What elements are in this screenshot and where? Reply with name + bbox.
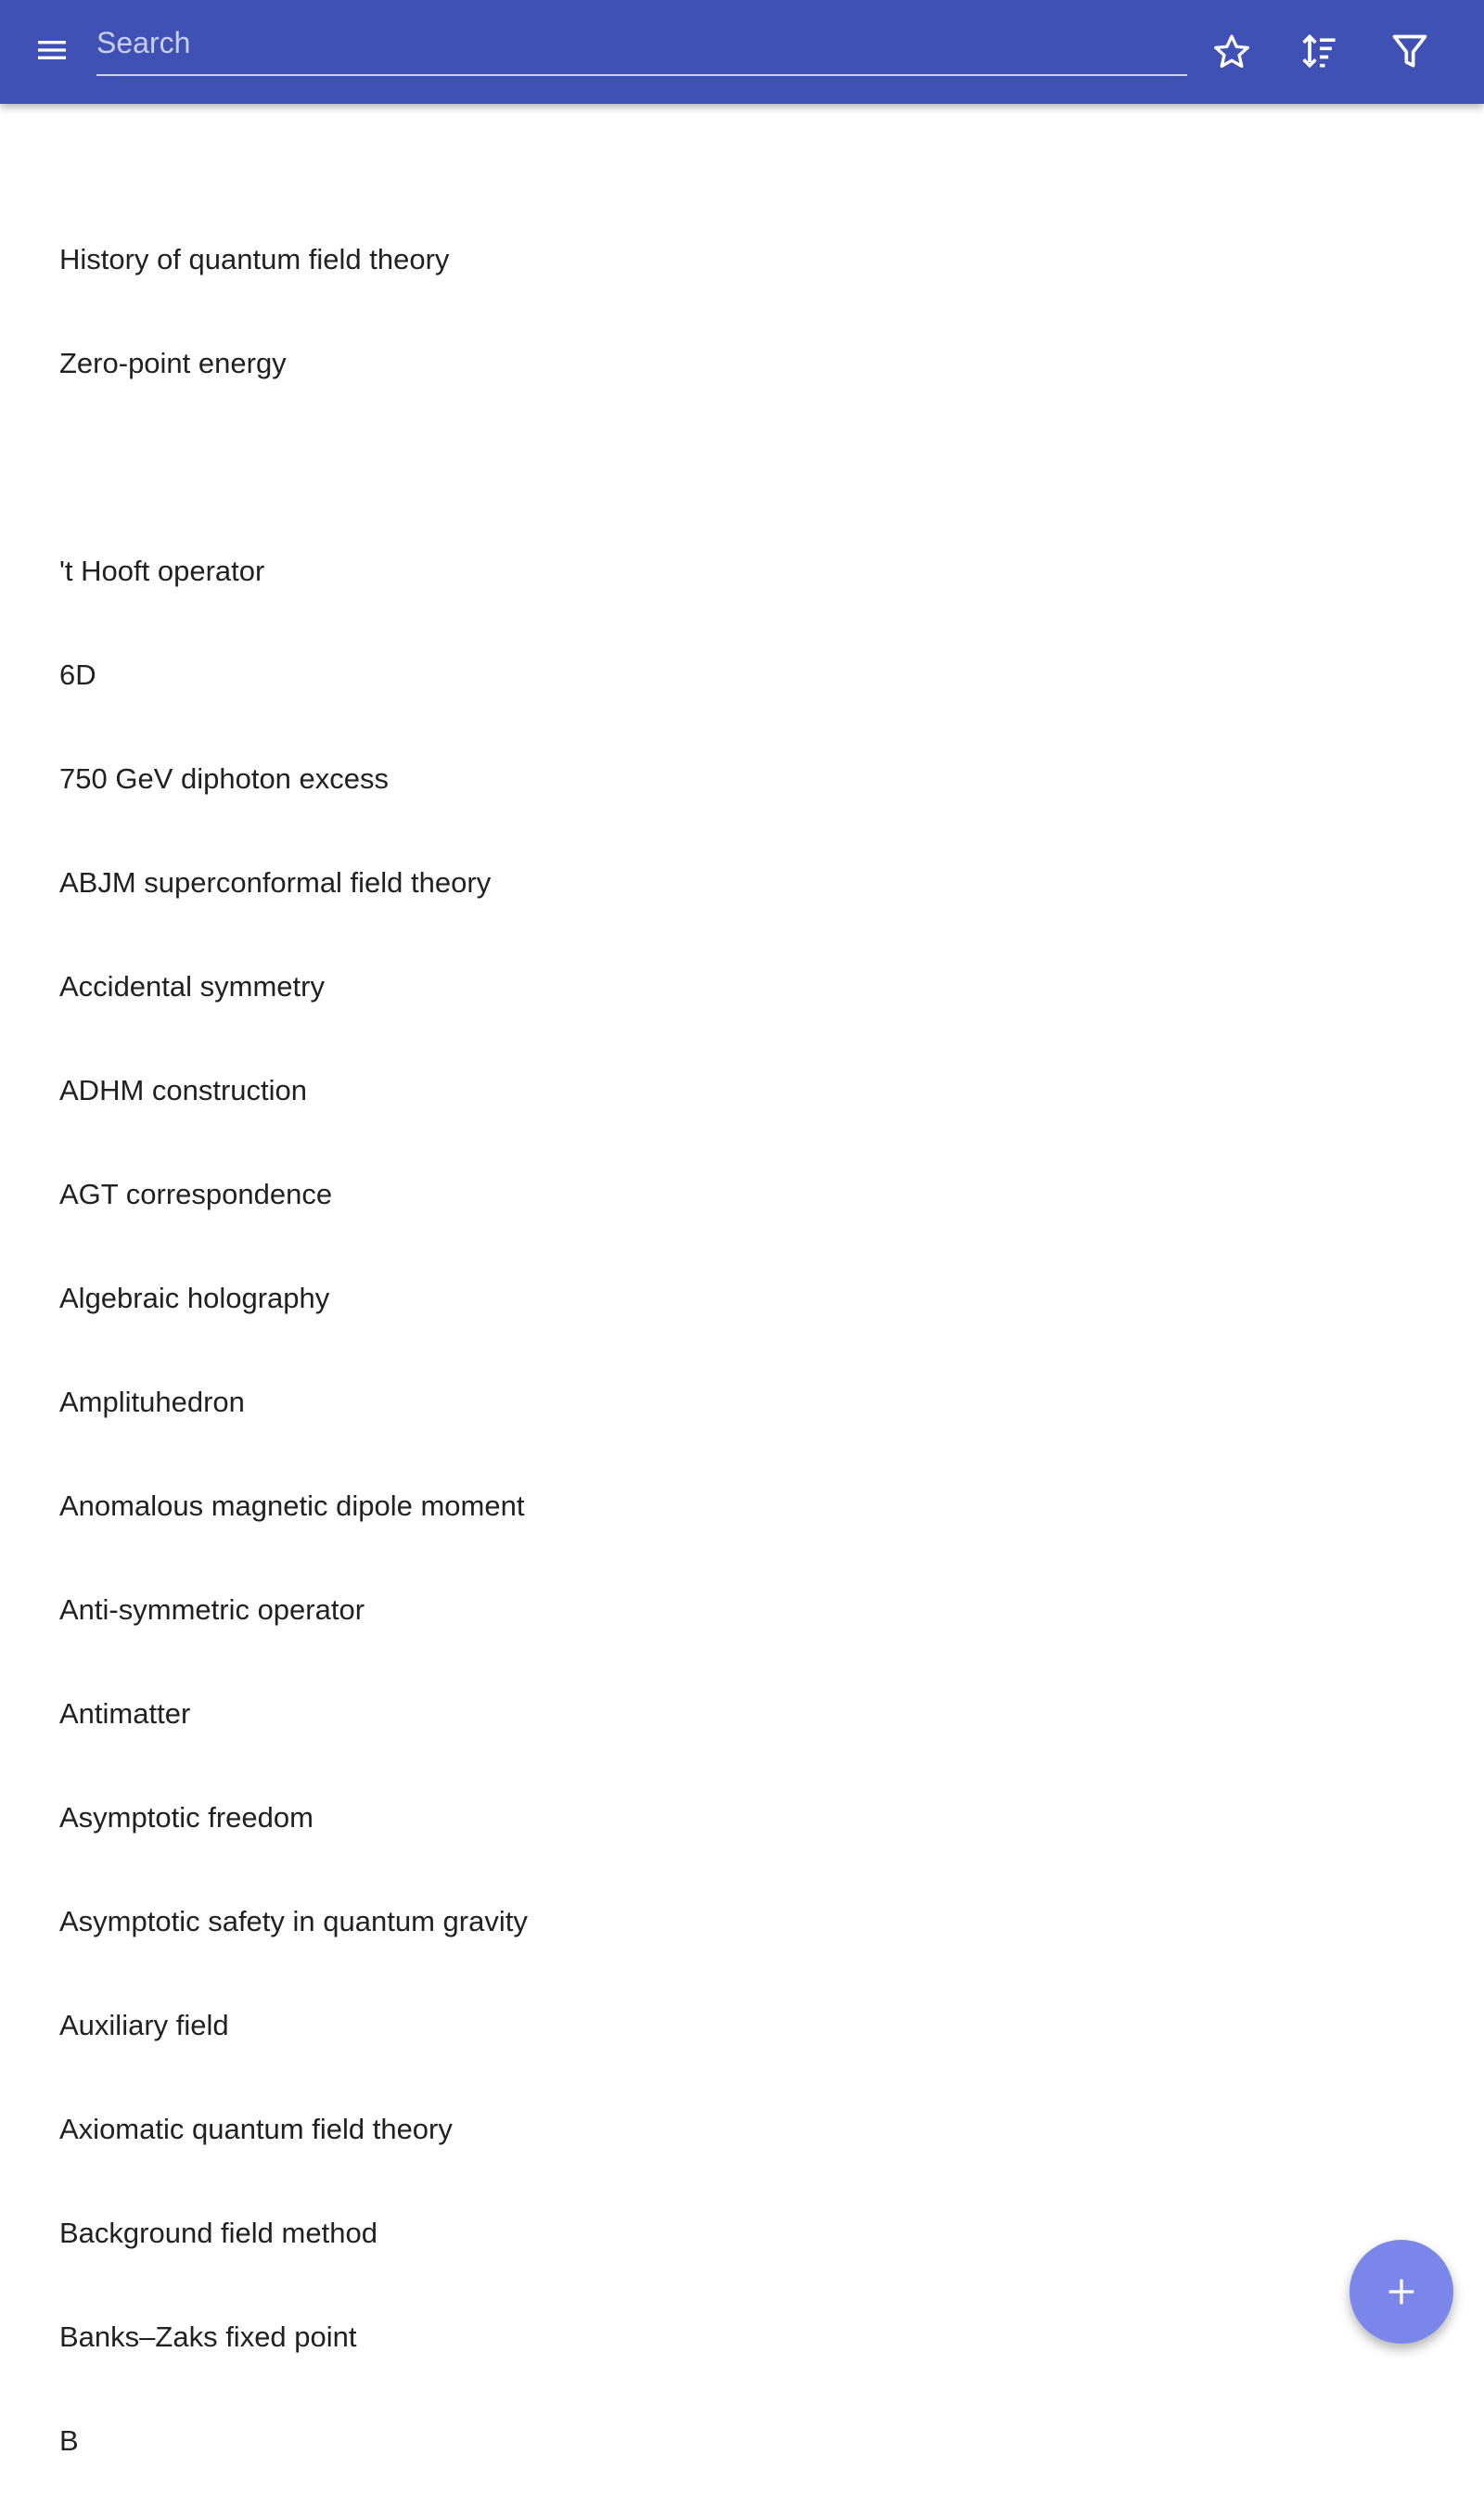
list-item[interactable]: Zero-point energy [59,347,287,379]
search-field [96,15,1187,76]
list-item[interactable]: 750 GeV diphoton excess [59,762,390,795]
list-item[interactable]: Asymptotic safety in quantum gravity [59,1905,528,1937]
list-item[interactable]: Auxiliary field [59,2009,229,2041]
list-spacer [0,104,1484,208]
favorites-button[interactable] [1198,19,1265,85]
hamburger-menu-icon [33,32,70,69]
list-item[interactable]: Anti-symmetric operator [59,1593,365,1626]
list-item[interactable]: 6D [59,658,96,691]
search-input[interactable] [96,15,1187,70]
list-item[interactable]: Algebraic holography [59,1282,330,1314]
list-item[interactable]: AGT correspondence [59,1178,333,1210]
list-item[interactable]: Anomalous magnetic dipole moment [59,1489,525,1522]
list-spacer [0,416,1484,519]
list-item[interactable]: Antimatter [59,1697,191,1730]
list-item[interactable]: History of quantum field theory [59,243,450,275]
plus-icon [1383,2273,1420,2310]
add-fab-button[interactable] [1350,2240,1453,2344]
menu-button[interactable] [19,17,85,83]
list-item[interactable]: B [59,2424,79,2457]
article-list [0,104,1484,2457]
app-bar [0,0,1484,104]
list-item[interactable]: ABJM superconformal field theory [59,866,492,899]
list-item[interactable]: 't Hooft operator [59,555,265,587]
list-item[interactable]: Asymptotic freedom [59,1801,313,1834]
list-item[interactable]: Banks–Zaks fixed point [59,2320,357,2353]
list-item[interactable]: ADHM construction [59,1074,308,1106]
list-item[interactable]: Axiomatic quantum field theory [59,2113,453,2145]
list-item[interactable]: Accidental symmetry [59,970,325,1003]
list-item[interactable]: Amplituhedron [59,1386,245,1418]
sort-button[interactable] [1286,19,1353,85]
filter-icon [1389,32,1430,72]
sort-icon [1299,32,1340,72]
list-item[interactable]: Background field method [59,2217,377,2249]
star-outline-icon [1211,32,1252,72]
filter-button[interactable] [1376,19,1443,85]
